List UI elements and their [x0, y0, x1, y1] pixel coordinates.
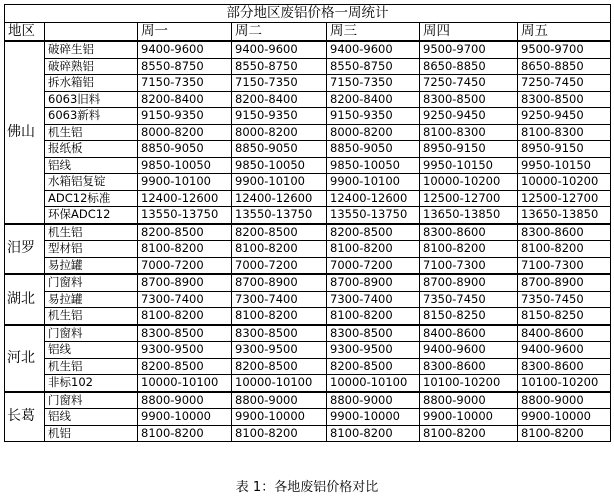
- price-cell: 8100-8300: [518, 124, 611, 141]
- price-cell: 8400-8600: [518, 325, 611, 342]
- price-cell: 13650-13850: [420, 207, 518, 224]
- price-cell: 9150-9350: [138, 108, 232, 125]
- price-cell: 13550-13750: [327, 207, 420, 224]
- header-region: 地区: [5, 23, 45, 42]
- table-row: [5, 174, 611, 191]
- price-cell: 9150-9350: [232, 108, 327, 125]
- price-cell: 7350-7450: [420, 291, 518, 308]
- table-row: [5, 207, 611, 224]
- item-cell: 非标102: [45, 375, 138, 392]
- price-cell: 8100-8200: [138, 241, 232, 258]
- table-row: [5, 358, 611, 375]
- price-cell: 7100-7300: [518, 257, 611, 274]
- item-cell: 铝线: [45, 157, 138, 174]
- price-cell: 8200-8500: [232, 358, 327, 375]
- item-cell: 6063新料: [45, 108, 138, 125]
- price-cell: 12400-12600: [327, 190, 420, 207]
- price-cell: 8800-9000: [232, 392, 327, 409]
- item-cell: 环保ADC12: [45, 207, 138, 224]
- header-friday: 周五: [518, 23, 611, 42]
- table-title: 部分地区废铝价格一周统计: [5, 5, 611, 23]
- price-cell: 9900-10000: [327, 409, 420, 426]
- price-cell: 8850-9050: [232, 141, 327, 158]
- price-cell: 13550-13750: [232, 207, 327, 224]
- price-cell: 9900-10000: [518, 409, 611, 426]
- table-row: [5, 108, 611, 125]
- table-row: [5, 75, 611, 92]
- price-cell: 9900-10000: [138, 409, 232, 426]
- price-cell: 9850-10050: [232, 157, 327, 174]
- price-cell: 8550-8750: [327, 58, 420, 75]
- price-cell: 8700-8900: [327, 274, 420, 291]
- header-wednesday: 周三: [327, 23, 420, 42]
- item-cell: 机生铝: [45, 124, 138, 141]
- price-cell: 7150-7350: [138, 75, 232, 92]
- price-cell: 10100-10200: [518, 375, 611, 392]
- price-cell: 9500-9700: [420, 41, 518, 58]
- price-cell: 8200-8500: [327, 224, 420, 241]
- header-tuesday: 周二: [232, 23, 327, 42]
- price-cell: 7150-7350: [327, 75, 420, 92]
- price-cell: 10000-10100: [327, 375, 420, 392]
- price-cell: 8700-8900: [138, 274, 232, 291]
- price-cell: 9900-10000: [232, 409, 327, 426]
- region-cell: 河北: [5, 325, 45, 392]
- table-row: [5, 58, 611, 75]
- item-cell: 易拉罐: [45, 257, 138, 274]
- price-cell: 9250-9450: [518, 108, 611, 125]
- price-cell: 9300-9500: [138, 342, 232, 359]
- table-row: [5, 190, 611, 207]
- table-row: [5, 157, 611, 174]
- region-cell: 汨罗: [5, 224, 45, 275]
- price-cell: 9900-10100: [232, 174, 327, 191]
- price-cell: 8100-8200: [327, 241, 420, 258]
- price-cell: 8000-8200: [327, 124, 420, 141]
- price-cell: 8100-8200: [232, 425, 327, 442]
- price-cell: 8800-9000: [138, 392, 232, 409]
- price-cell: 9500-9700: [518, 41, 611, 58]
- price-cell: 13650-13850: [518, 207, 611, 224]
- price-cell: 8300-8500: [232, 325, 327, 342]
- price-cell: 8850-9050: [138, 141, 232, 158]
- table-row: [5, 257, 611, 274]
- price-cell: 8950-9150: [420, 141, 518, 158]
- price-cell: 13550-13750: [138, 207, 232, 224]
- price-cell: 8550-8750: [138, 58, 232, 75]
- price-cell: 7300-7400: [138, 291, 232, 308]
- price-cell: 8100-8200: [232, 241, 327, 258]
- price-cell: 9400-9600: [232, 41, 327, 58]
- table-row: [5, 425, 611, 442]
- item-cell: 破碎熟铝: [45, 58, 138, 75]
- price-cell: 9950-10150: [518, 157, 611, 174]
- price-cell: 8100-8200: [138, 425, 232, 442]
- price-cell: 8700-8900: [232, 274, 327, 291]
- price-cell: 9400-9600: [138, 41, 232, 58]
- item-cell: 机生铝: [45, 358, 138, 375]
- table-row: [5, 41, 611, 58]
- price-cell: 8850-9050: [327, 141, 420, 158]
- table-row: [5, 308, 611, 325]
- table-row: [5, 409, 611, 426]
- price-cell: 9400-9600: [518, 342, 611, 359]
- price-cell: 8200-8500: [138, 224, 232, 241]
- price-cell: 7150-7350: [232, 75, 327, 92]
- price-cell: 9900-10000: [420, 409, 518, 426]
- table-row: [5, 141, 611, 158]
- price-cell: 8650-8850: [420, 58, 518, 75]
- price-cell: 8300-8600: [420, 358, 518, 375]
- price-cell: 9400-9600: [327, 41, 420, 58]
- item-cell: 易拉罐: [45, 291, 138, 308]
- price-cell: 8100-8200: [518, 425, 611, 442]
- price-cell: 7300-7400: [327, 291, 420, 308]
- item-cell: ADC12标准: [45, 190, 138, 207]
- price-cell: 7000-7200: [138, 257, 232, 274]
- price-cell: 8100-8200: [138, 308, 232, 325]
- table-row: [5, 325, 611, 342]
- price-cell: 8300-8600: [518, 224, 611, 241]
- item-cell: 机生铝: [45, 224, 138, 241]
- price-cell: 8000-8200: [138, 124, 232, 141]
- price-cell: 8100-8200: [327, 308, 420, 325]
- price-cell: 10000-10200: [420, 174, 518, 191]
- region-cell: 湖北: [5, 274, 45, 325]
- price-cell: 8950-9150: [518, 141, 611, 158]
- region-cell: 佛山: [5, 41, 45, 224]
- price-cell: 8300-8600: [518, 358, 611, 375]
- price-cell: 8100-8200: [518, 241, 611, 258]
- price-cell: 10000-10100: [232, 375, 327, 392]
- item-cell: 铝线: [45, 409, 138, 426]
- header-row: [5, 23, 611, 42]
- table-row: [5, 291, 611, 308]
- price-cell: 8100-8200: [327, 425, 420, 442]
- price-cell: 7000-7200: [232, 257, 327, 274]
- header-item: [45, 23, 138, 42]
- item-cell: 铝线: [45, 342, 138, 359]
- table-row: [5, 375, 611, 392]
- price-cell: 9250-9450: [420, 108, 518, 125]
- price-cell: 7300-7400: [232, 291, 327, 308]
- price-cell: 9300-9500: [232, 342, 327, 359]
- price-cell: 10000-10100: [138, 375, 232, 392]
- price-cell: 8100-8200: [420, 425, 518, 442]
- item-cell: 机铝: [45, 425, 138, 442]
- price-cell: 8000-8200: [232, 124, 327, 141]
- item-cell: 水箱铝复锭: [45, 174, 138, 191]
- price-cell: 8300-8500: [518, 91, 611, 108]
- table-row: [5, 392, 611, 409]
- price-cell: 8550-8750: [232, 58, 327, 75]
- table-row: [5, 342, 611, 359]
- item-cell: 拆水箱铝: [45, 75, 138, 92]
- price-cell: 8200-8400: [327, 91, 420, 108]
- price-cell: 8300-8600: [420, 224, 518, 241]
- table-row: [5, 91, 611, 108]
- price-cell: 12500-12700: [420, 190, 518, 207]
- price-cell: 8100-8200: [232, 308, 327, 325]
- price-cell: 7250-7450: [518, 75, 611, 92]
- price-cell: 9300-9500: [327, 342, 420, 359]
- price-cell: 8800-9000: [518, 392, 611, 409]
- table-row: [5, 224, 611, 241]
- price-cell: 7000-7200: [327, 257, 420, 274]
- header-thursday: 周四: [420, 23, 518, 42]
- price-cell: 8700-8900: [420, 274, 518, 291]
- price-cell: 8200-8500: [232, 224, 327, 241]
- header-monday: 周一: [138, 23, 232, 42]
- price-cell: 8650-8850: [518, 58, 611, 75]
- item-cell: 6063旧料: [45, 91, 138, 108]
- item-cell: 型材铝: [45, 241, 138, 258]
- price-cell: 9150-9350: [327, 108, 420, 125]
- price-cell: 8100-8200: [420, 241, 518, 258]
- item-cell: 门窗料: [45, 392, 138, 409]
- price-cell: 8100-8300: [420, 124, 518, 141]
- item-cell: 门窗料: [45, 274, 138, 291]
- price-cell: 9400-9600: [420, 342, 518, 359]
- price-cell: 8200-8500: [327, 358, 420, 375]
- title-row: [5, 5, 611, 23]
- region-cell: 长葛: [5, 392, 45, 442]
- price-cell: 7100-7300: [420, 257, 518, 274]
- price-cell: 8400-8600: [420, 325, 518, 342]
- table-row: [5, 124, 611, 141]
- item-cell: 机生铝: [45, 308, 138, 325]
- price-cell: 9900-10100: [138, 174, 232, 191]
- price-cell: 9850-10050: [138, 157, 232, 174]
- price-cell: 8200-8500: [138, 358, 232, 375]
- price-cell: 8150-8250: [420, 308, 518, 325]
- price-cell: 8300-8500: [327, 325, 420, 342]
- item-cell: 报纸板: [45, 141, 138, 158]
- price-cell: 9950-10150: [420, 157, 518, 174]
- item-cell: 门窗料: [45, 325, 138, 342]
- price-cell: 10100-10200: [420, 375, 518, 392]
- price-cell: 12500-12700: [518, 190, 611, 207]
- table-row: [5, 274, 611, 291]
- price-cell: 8200-8400: [138, 91, 232, 108]
- item-cell: 破碎生铝: [45, 41, 138, 58]
- price-cell: 10000-10200: [518, 174, 611, 191]
- price-cell: 8800-9000: [327, 392, 420, 409]
- price-cell: 12400-12600: [232, 190, 327, 207]
- price-cell: 7250-7450: [420, 75, 518, 92]
- price-cell: 9850-10050: [327, 157, 420, 174]
- price-cell: 8800-9000: [420, 392, 518, 409]
- table-row: [5, 241, 611, 258]
- price-cell: 8150-8250: [518, 308, 611, 325]
- table-caption: 表 1：各地废铝价格对比: [235, 480, 379, 495]
- price-table: [4, 4, 611, 442]
- price-cell: 8700-8900: [518, 274, 611, 291]
- price-cell: 8200-8400: [232, 91, 327, 108]
- price-cell: 7350-7450: [518, 291, 611, 308]
- price-cell: 9900-10100: [327, 174, 420, 191]
- price-cell: 12400-12600: [138, 190, 232, 207]
- price-cell: 8300-8500: [420, 91, 518, 108]
- price-cell: 8300-8500: [138, 325, 232, 342]
